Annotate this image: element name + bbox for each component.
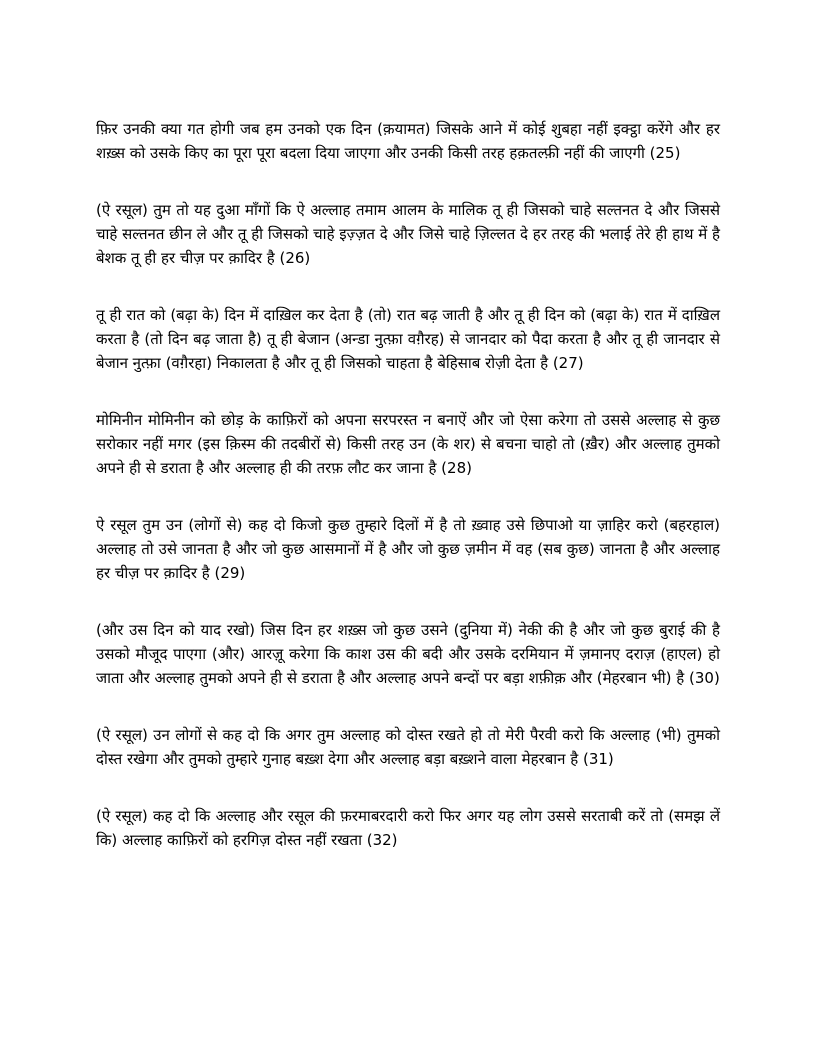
verse-31-paragraph: (ऐ रसूल) उन लोगों से कह दो कि अगर तुम अल्लाह को दोस्त रखते हो तो मेरी पैरवी करो कि अल्लाह (भी) तुमको दोस्त रखेगा और तुमको तुम्हारे गुनाह बख़्श देगा और अल्लाह बड़ा बख़्शने वाला मेहरबान है (31) [96,726,720,768]
document-page [96,117,720,885]
verse-32-paragraph: (ऐ रसूल) कह दो कि अल्लाह और रसूल की फ़रमाबरदारी करो फिर अगर यह लोग उससे सरताबी करें तो (समझ लें कि) अल्लाह काफ़िरों को हरगिज़ दोस्त नहीं रखता (32) [96,807,720,849]
verse-25-paragraph: फ़िर उनकी क्या गत होगी जब हम उनको एक दिन (क़यामत) जिसके आने में कोई शुबहा नहीं इक्ट्ठा करेंगे और हर शख़्स को उसके किए का पूरा पूरा बदला दिया जाएगा और उनकी किसी तरह हक़तल्फ़ी नहीं की जाएगी (25) [96,120,720,162]
verse-29-paragraph: ऐ रसूल तुम उन (लोगों से) कह दो किजो कुछ तुम्हारे दिलों में है तो ख़्वाह उसे छिपाओ या ज़ाहिर करो (बहरहाल) अल्लाह तो उसे जानता है और जो कुछ आसमानों में है और जो कुछ ज़मीन में वह (सब कुछ) जानता है और अल्लाह हर चीज़ पर क़ादिर है (29) [96,516,720,582]
verse-30-paragraph: (और उस दिन को याद रखो) जिस दिन हर शख़्स जो कुछ उसने (दुनिया में) नेकी की है और जो कुछ बुराई की है उसको मौजूद पाएगा (और) आरज़ू करेगा कि काश उस की बदी और उसके दरमियान में ज़मानए दराज़ (हाएल) हो जाता और अल्लाह तुमको अपने ही से डराता है और अल्लाह अपने बन्दों पर बड़ा शफ़ीक़ और (मेहरबान भी) है (30) [96,621,720,687]
verse-28-paragraph: मोमिनीन मोमिनीन को छोड़ के काफ़िरों को अपना सरपरस्त न बनाऐं और जो ऐसा करेगा तो उससे अल्लाह से कुछ सरोकार नहीं मगर (इस क़िस्म की तदबीरों से) किसी तरह उन (के शर) से बचना चाहो तो (ख़ैर) और अल्लाह तुमको अपने ही से डराता है और अल्लाह ही की तरफ़ लौट कर जाना है (28) [96,411,720,477]
verse-26-paragraph: (ऐ रसूल) तुम तो यह दुआ माँगों कि ऐ अल्लाह तमाम आलम के मालिक तू ही जिसको चाहे सल्तनत दे और जिससे चाहे सल्तनत छीन ले और तू ही जिसको चाहे इज़्ज़त दे और जिसे चाहे ज़िल्लत दे हर तरह की भलाई तेरे ही हाथ में है बेशक तू ही हर चीज़ पर क़ादिर है (26) [96,201,720,267]
verse-27-paragraph: तू ही रात को (बढ़ा के) दिन में दाख़िल कर देता है (तो) रात बढ़ जाती है और तू ही दिन को (बढ़ा के) रात में दाख़िल करता है (तो दिन बढ़ जाता है) तू ही बेजान (अन्डा नुत्फ़ा वग़ैरह) से जानदार को पैदा करता है और तू ही जानदार से बेजान नुत्फ़ा (वग़ैरहा) निकालता है और तू ही जिसको चाहता है बेहिसाब रोज़ी देता है (27) [96,306,720,372]
